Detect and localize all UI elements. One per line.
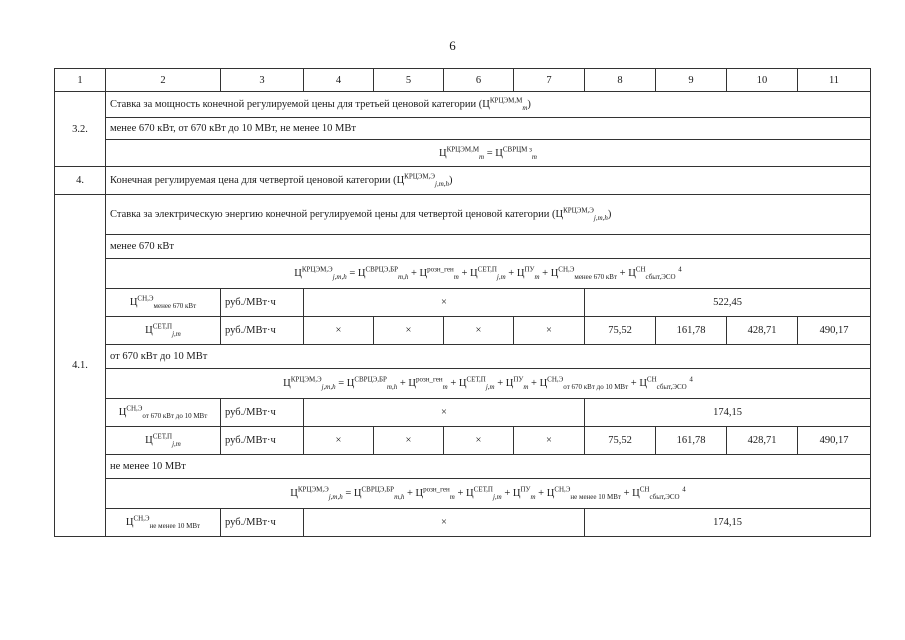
range-label: не менее 10 МВт — [106, 455, 871, 479]
col-header: 8 — [585, 69, 656, 92]
cross-cell: × — [304, 427, 374, 455]
table-row — [55, 317, 871, 345]
unit: руб./МВт·ч — [221, 289, 304, 317]
col-header: 11 — [798, 69, 871, 92]
unit: руб./МВт·ч — [221, 399, 304, 427]
page-number: 6 — [449, 38, 456, 53]
section-number: 4.1. — [55, 195, 106, 537]
section-number: 3.2. — [55, 92, 106, 167]
col-header: 7 — [514, 69, 585, 92]
table-row — [55, 427, 871, 455]
table-row — [55, 479, 871, 509]
unit: руб./МВт·ч — [221, 317, 304, 345]
param-symbol: $Ц^{СН,Э}_{не менее 10 МВт}$ — [106, 509, 221, 537]
value-cell: 174,15 — [585, 399, 871, 427]
formula: $Ц^{КРЦЭМ,Э}_{j,m,h} = Ц^{СВРЦЭ,БР}_{m,h} + Ц^{розн\_ген}_m + Ц^{СЕТ,П}_{j,m} + Ц^{ПУ}_m + Ц^{СН,Э}_{от 670 кВт до 10 МВт} + Ц^{СН}_{сбыт,ЭСО}$ $^4$ — [106, 369, 871, 399]
value-cell: 490,17 — [798, 317, 871, 345]
table-row — [55, 509, 871, 537]
table-row — [55, 195, 871, 235]
value-cell: 75,52 — [585, 317, 656, 345]
value-cell: 428,71 — [727, 427, 798, 455]
formula: $Ц^{КРЦЭМ,Э}_{j,m,h} = Ц^{СВРЦЭ,БР}_{m,h} + Ц^{розн\_ген}_m + Ц^{СЕТ,П}_{j,m} + Ц^{ПУ}_m + Ц^{СН,Э}_{менее 670 кВт} + Ц^{СН}_{сбыт,ЭСО}$ $^4$ — [106, 259, 871, 289]
cross-cell: × — [374, 317, 444, 345]
range-label: от 670 кВт до 10 МВт — [106, 345, 871, 369]
param-symbol: $Ц^{СЕТ,П}_{j,m}$ — [106, 427, 221, 455]
table-row — [55, 455, 871, 479]
value-cell: 428,71 — [727, 317, 798, 345]
col-header: 4 — [304, 69, 374, 92]
cross-cell: × — [304, 399, 585, 427]
table-row — [55, 369, 871, 399]
col-header: 5 — [374, 69, 444, 92]
table-row — [55, 289, 871, 317]
tariff-table — [54, 68, 871, 537]
table-row — [55, 118, 871, 140]
cross-cell: × — [304, 509, 585, 537]
formula: $Ц^{КРЦЭМ,М}_m = Ц^{СВРЦМ з}_m$ — [106, 140, 871, 167]
value-cell: 522,45 — [585, 289, 871, 317]
section-title: Ставка за электрическую энергию конечной регулируемой цены для четвертой ценовой категории $(Ц^{КРЦЭМ,Э}_{j,m,h})$ — [106, 195, 871, 235]
cross-cell: × — [304, 289, 585, 317]
table-row — [55, 167, 871, 195]
param-symbol: $Ц^{СН,Э}_{менее 670 кВт}$ — [106, 289, 221, 317]
table-row — [55, 92, 871, 118]
table-row — [55, 140, 871, 167]
table-row — [55, 345, 871, 369]
value-cell: 161,78 — [656, 427, 727, 455]
col-header: 2 — [106, 69, 221, 92]
cross-cell: × — [514, 317, 585, 345]
value-cell: 161,78 — [656, 317, 727, 345]
cross-cell: × — [514, 427, 585, 455]
param-symbol: $Ц^{СЕТ,П}_{j,m}$ — [106, 317, 221, 345]
unit: руб./МВт·ч — [221, 427, 304, 455]
col-header: 10 — [727, 69, 798, 92]
table-row — [55, 399, 871, 427]
value-cell: 490,17 — [798, 427, 871, 455]
table-row — [55, 259, 871, 289]
unit: руб./МВт·ч — [221, 509, 304, 537]
value-cell: 75,52 — [585, 427, 656, 455]
section-title: Конечная регулируемая цена для четвертой ценовой категории $(Ц^{КРЦЭМ,Э}_{j,m,h})$ — [106, 167, 871, 195]
cross-cell: × — [444, 317, 514, 345]
header-row — [55, 69, 871, 92]
cross-cell: × — [304, 317, 374, 345]
range-label: менее 670 кВт — [106, 235, 871, 259]
param-symbol: $Ц^{СН,Э}_{от 670 кВт до 10 МВт}$ — [106, 399, 221, 427]
formula: $Ц^{КРЦЭМ,Э}_{j,m,h} = Ц^{СВРЦЭ,БР}_{m,h} + Ц^{розн\_ген}_m + Ц^{СЕТ,П}_{j,m} + Ц^{ПУ}_m + Ц^{СН,Э}_{не менее 10 МВт} + Ц^{СН}_{сбыт,ЭСО}$ $^4$ — [106, 479, 871, 509]
value-cell: 174,15 — [585, 509, 871, 537]
col-header: 3 — [221, 69, 304, 92]
table-row — [55, 235, 871, 259]
section-number: 4. — [55, 167, 106, 195]
col-header: 9 — [656, 69, 727, 92]
range-label: менее 670 кВт, от 670 кВт до 10 МВт, не менее 10 МВт — [106, 118, 871, 140]
cross-cell: × — [444, 427, 514, 455]
col-header: 6 — [444, 69, 514, 92]
col-header: 1 — [55, 69, 106, 92]
cross-cell: × — [374, 427, 444, 455]
section-title: Ставка за мощность конечной регулируемой цены для третьей ценовой категории $(Ц^{КРЦЭМ,М}_m)$ — [106, 92, 871, 118]
